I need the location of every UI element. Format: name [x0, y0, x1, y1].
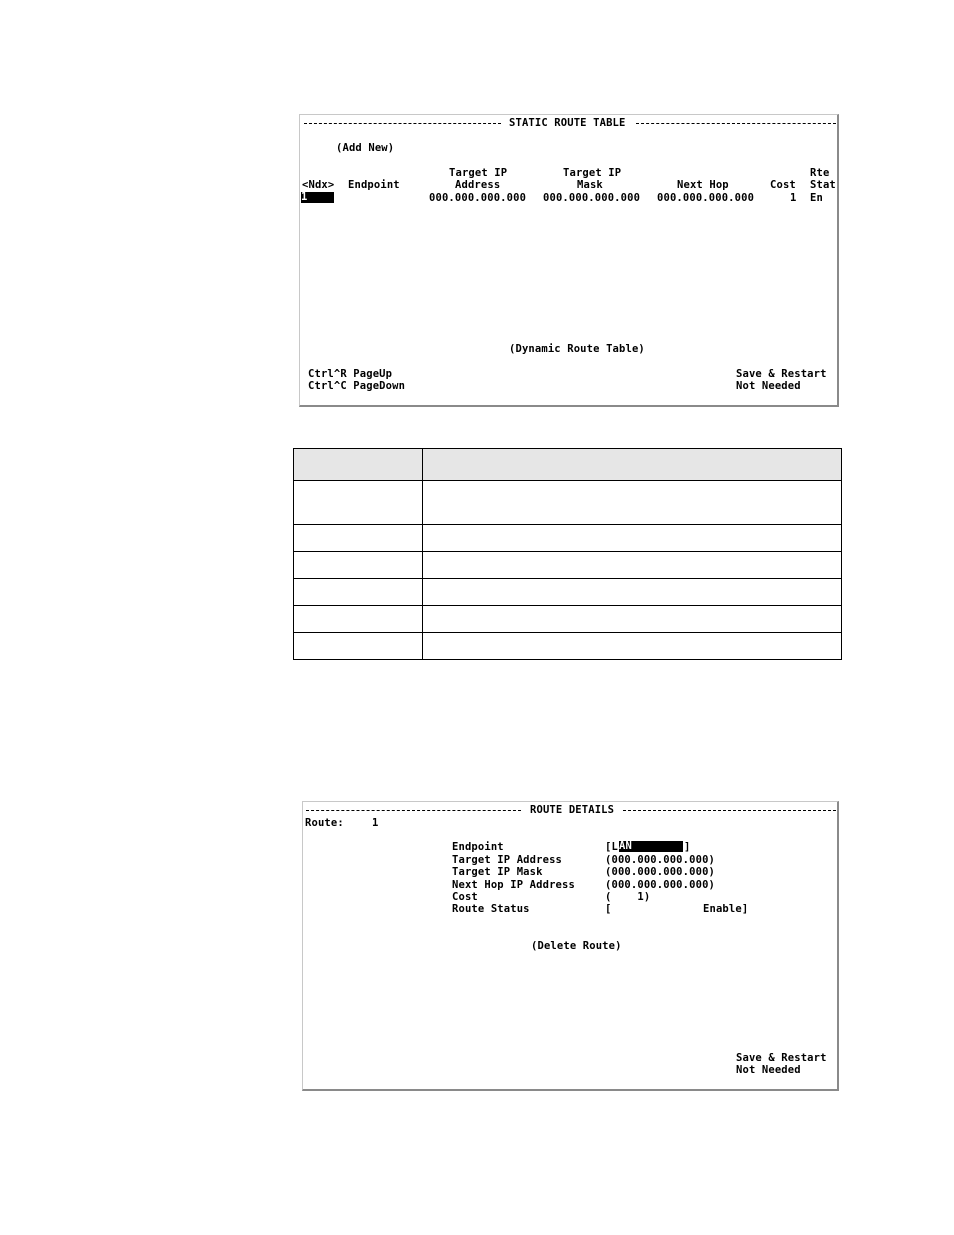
col-header-endpoint: Endpoint	[348, 179, 400, 191]
route-status-label: Route Status	[452, 903, 530, 915]
table-cell	[423, 579, 842, 606]
screen-title: STATIC ROUTE TABLE	[509, 117, 626, 129]
row-cost: 1	[790, 192, 797, 204]
table-header-row	[294, 449, 842, 481]
col-header-rte-stat: Stat	[810, 179, 836, 191]
target-ip-address-field[interactable]: (000.000.000.000)	[605, 854, 716, 866]
dynamic-route-table-button[interactable]: (Dynamic Route Table)	[509, 343, 645, 355]
title-rule-left	[304, 123, 501, 124]
col-header-cost: Cost	[770, 179, 796, 191]
endpoint-label: Endpoint	[452, 841, 504, 853]
table-cell	[294, 525, 423, 552]
table-cell	[294, 481, 423, 525]
save-restart-button[interactable]: Save & Restart	[736, 1052, 827, 1064]
target-ip-mask-label: Target IP Mask	[452, 866, 543, 878]
col-header-ndx: <Ndx>	[302, 179, 335, 191]
table-cell	[294, 606, 423, 633]
col-header-next-hop: Next Hop	[677, 179, 729, 191]
page-down-hint: Ctrl^C PageDown	[308, 380, 406, 392]
table-cell	[294, 633, 423, 660]
col-header-rte-stat-top: Rte	[810, 167, 830, 179]
table-cell	[294, 579, 423, 606]
table-row	[294, 552, 842, 579]
row-ndx-cursor[interactable]: 1	[301, 192, 334, 203]
title-rule-left	[306, 810, 521, 811]
route-status-value[interactable]: Enable]	[703, 903, 749, 915]
cost-label: Cost	[452, 891, 478, 903]
target-ip-address-label: Target IP Address	[452, 854, 563, 866]
table-cell	[423, 525, 842, 552]
col-header-target-ip-address: Address	[455, 179, 501, 191]
field-description-table	[293, 448, 842, 660]
col-header-target-ip-mask-top: Target IP	[563, 167, 622, 179]
static-route-table-screen	[299, 114, 839, 407]
route-label: Route:	[305, 817, 344, 829]
header-cell	[294, 449, 423, 481]
col-header-target-ip-address-top: Target IP	[449, 167, 508, 179]
title-rule-right	[623, 810, 836, 811]
header-cell	[423, 449, 842, 481]
endpoint-selected[interactable]: AN	[619, 841, 683, 852]
endpoint-close: ]	[684, 841, 691, 853]
route-status-open: [	[605, 903, 612, 915]
target-ip-mask-field[interactable]: (000.000.000.000)	[605, 866, 716, 878]
page-up-hint: Ctrl^R PageUp	[308, 368, 393, 380]
table-row	[294, 481, 842, 525]
row-target-ip-mask: 000.000.000.000	[543, 192, 641, 204]
next-hop-label: Next Hop IP Address	[452, 879, 575, 891]
table-row	[294, 525, 842, 552]
next-hop-field[interactable]: (000.000.000.000)	[605, 879, 716, 891]
table-cell	[423, 633, 842, 660]
delete-route-button[interactable]: (Delete Route)	[531, 940, 622, 952]
col-header-target-ip-mask: Mask	[577, 179, 603, 191]
screen-title: ROUTE DETAILS	[530, 804, 615, 816]
route-number: 1	[372, 817, 379, 829]
endpoint-open: [L	[605, 841, 618, 853]
table-cell	[294, 552, 423, 579]
add-new-button[interactable]: (Add New)	[336, 142, 395, 154]
cost-field[interactable]: ( 1)	[605, 891, 651, 903]
save-status: Not Needed	[736, 1064, 801, 1076]
save-status: Not Needed	[736, 380, 801, 392]
table-cell	[423, 606, 842, 633]
row-rte-stat: En	[810, 192, 823, 204]
route-details-screen	[302, 801, 839, 1091]
table-cell	[423, 481, 842, 525]
title-rule-right	[636, 123, 836, 124]
table-row	[294, 633, 842, 660]
save-restart-button[interactable]: Save & Restart	[736, 368, 827, 380]
table-row	[294, 579, 842, 606]
table-row	[294, 606, 842, 633]
row-target-ip-address: 000.000.000.000	[429, 192, 527, 204]
table-cell	[423, 552, 842, 579]
row-next-hop: 000.000.000.000	[657, 192, 755, 204]
